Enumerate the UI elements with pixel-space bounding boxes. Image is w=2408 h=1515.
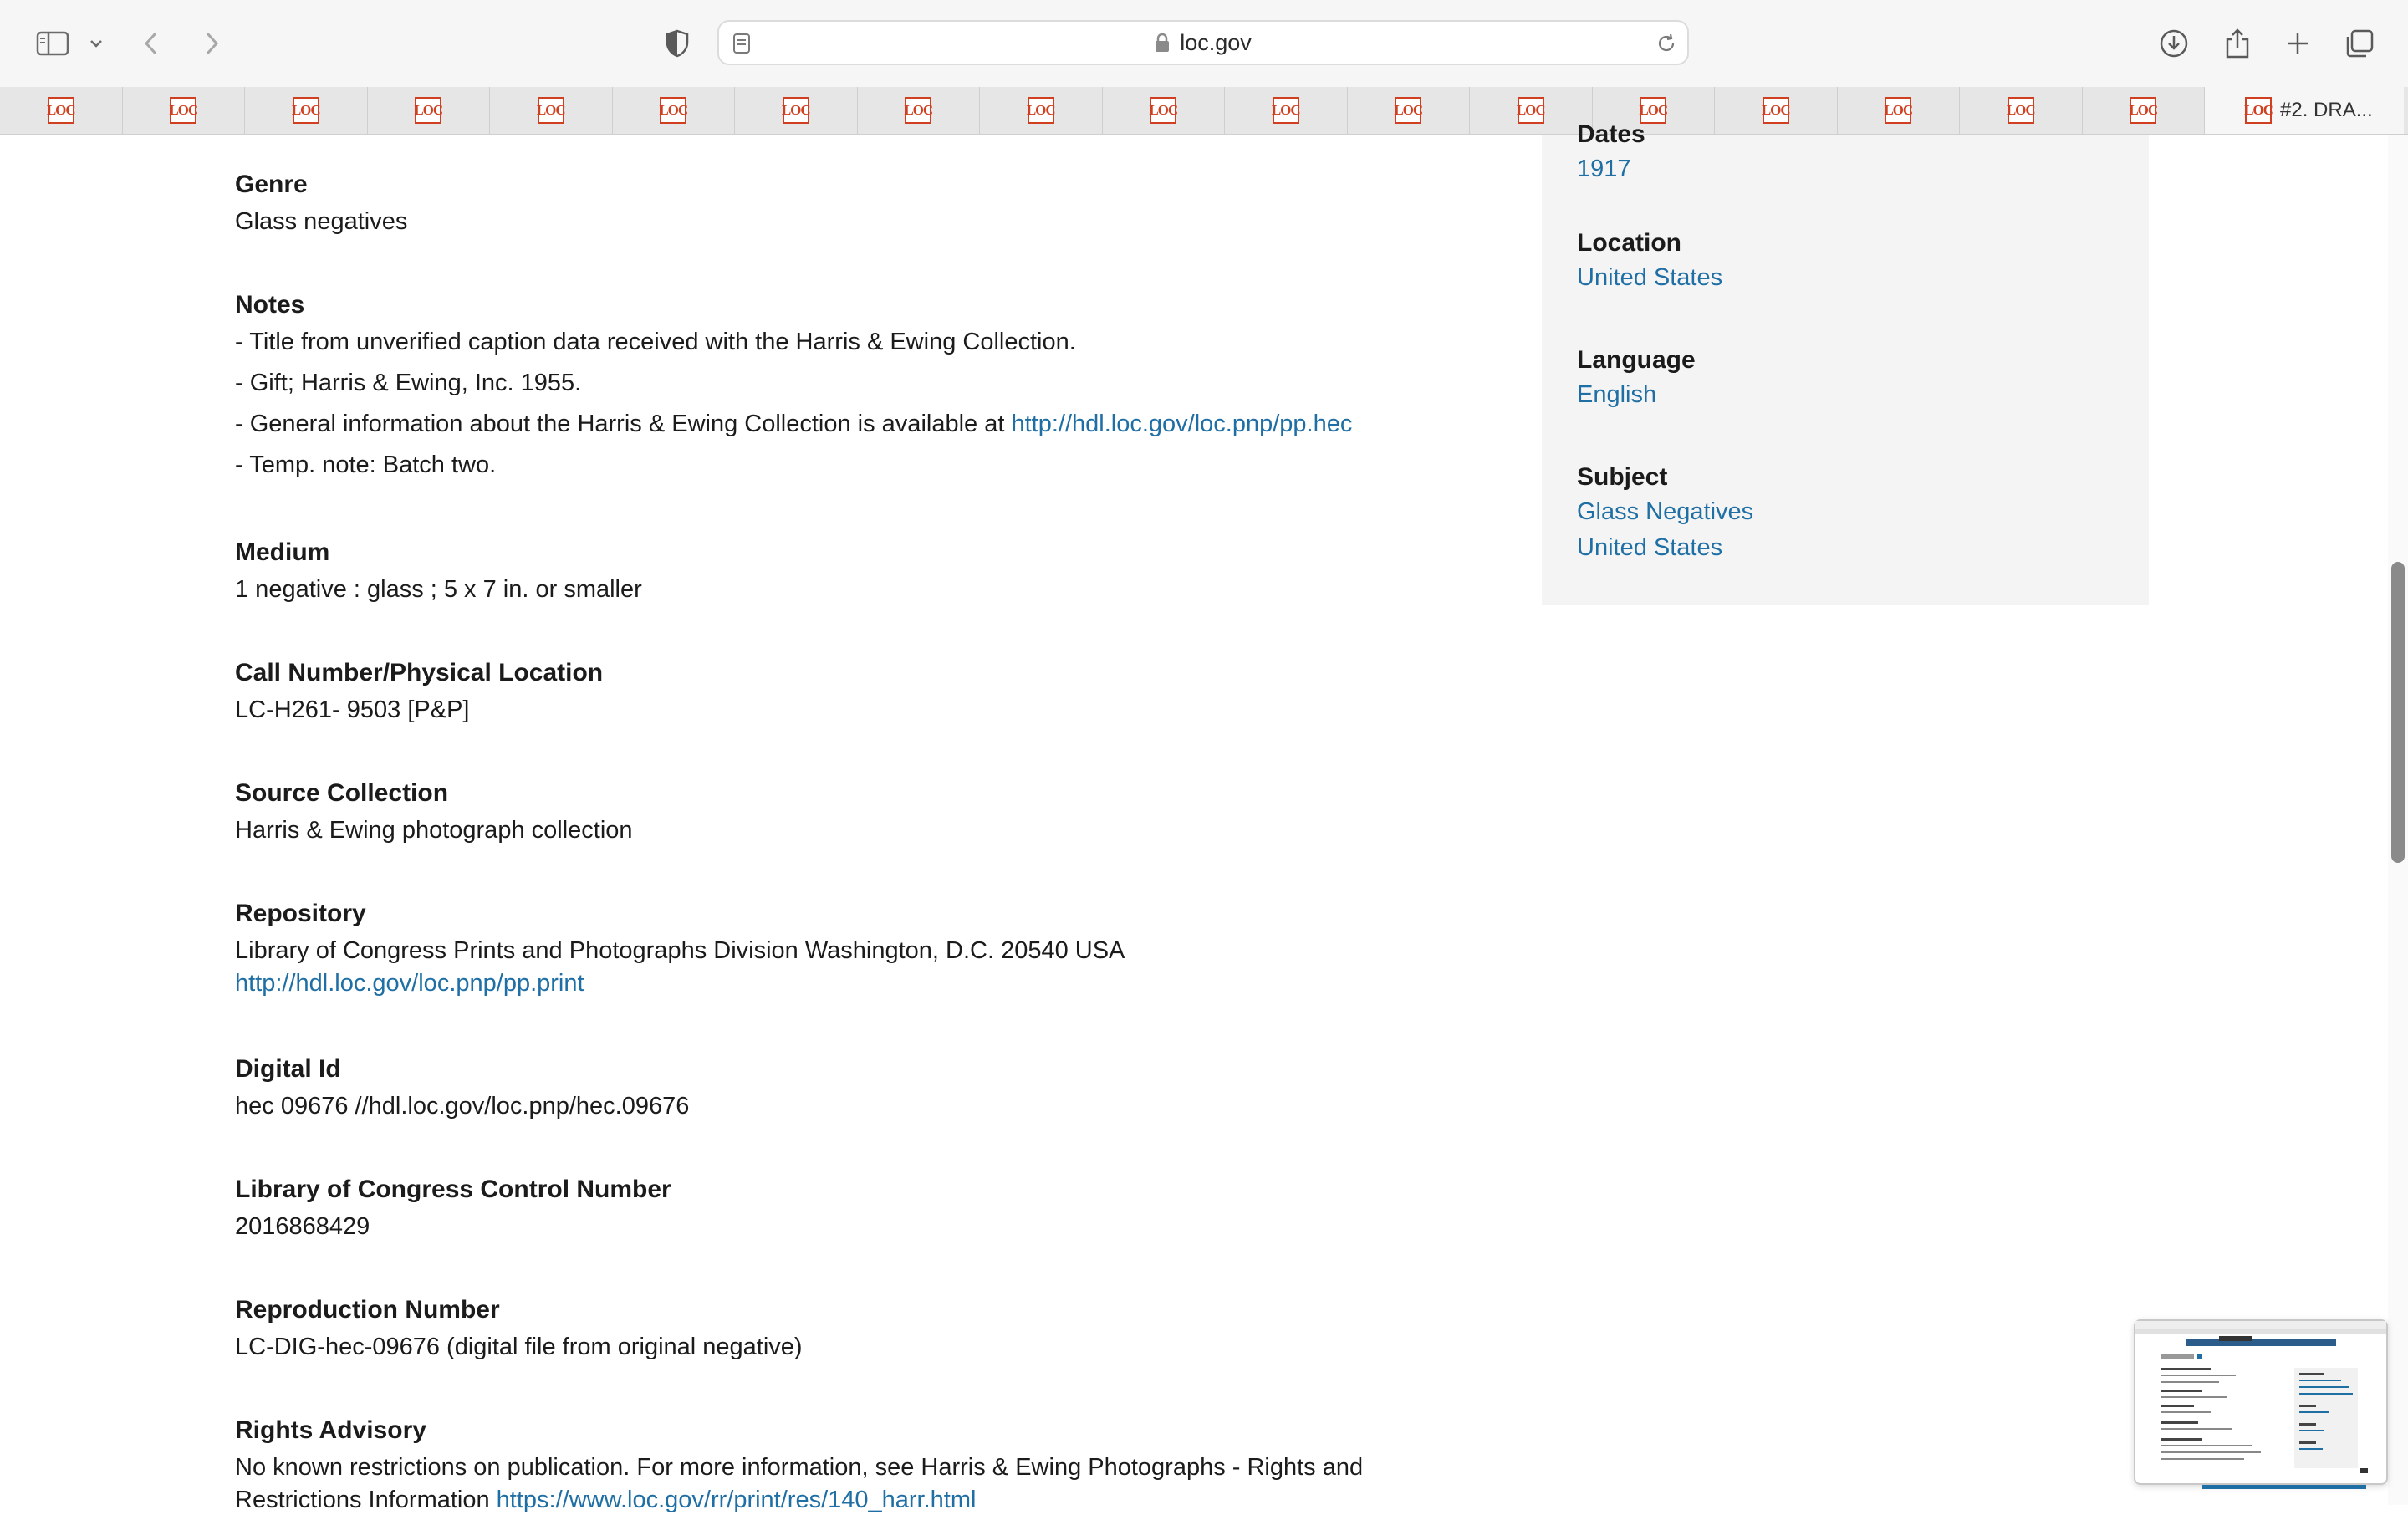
- field-value: [235, 968, 1125, 998]
- field-label: Reproduction Number: [235, 1296, 500, 1324]
- browser-tab[interactable]: [1715, 87, 1838, 134]
- privacy-shield-button[interactable]: [662, 18, 692, 69]
- tab-overview-icon: [2344, 28, 2375, 59]
- browser-tab[interactable]: [735, 87, 858, 134]
- browser-tab[interactable]: [0, 87, 123, 134]
- shield-icon: [665, 29, 690, 58]
- back-button[interactable]: [139, 18, 164, 69]
- browser-tab[interactable]: [613, 87, 736, 134]
- field-value: [1577, 494, 1753, 530]
- note-item: [235, 404, 1352, 445]
- loc-favicon-icon: LOC: [1273, 97, 1299, 124]
- browser-tab[interactable]: [1960, 87, 2083, 134]
- date-link[interactable]: 1917: [1577, 156, 1631, 182]
- language-link[interactable]: English: [1577, 381, 1657, 408]
- browser-tab-active[interactable]: [2205, 87, 2404, 134]
- loc-favicon-icon: LOC: [2245, 97, 2272, 124]
- loc-favicon-icon: LOC: [415, 97, 441, 124]
- loc-favicon-icon: LOC: [48, 97, 74, 124]
- location-link[interactable]: United States: [1577, 264, 1723, 291]
- tab-title: #2. DRA...: [2280, 99, 2373, 121]
- page-thumbnail-image: [2135, 1321, 2386, 1483]
- loc-favicon-icon: LOC: [1150, 97, 1176, 124]
- loc-favicon-icon: LOC: [2130, 97, 2156, 124]
- field-label: Repository: [235, 900, 366, 927]
- browser-tab[interactable]: [858, 87, 981, 134]
- subject-link[interactable]: United States: [1577, 534, 1723, 561]
- forward-button[interactable]: [199, 18, 224, 69]
- rights-advisory-field: [235, 1414, 1363, 1515]
- download-icon: [2159, 28, 2189, 59]
- field-label: Notes: [235, 291, 305, 319]
- browser-tab[interactable]: [1470, 87, 1593, 134]
- browser-toolbar: [0, 0, 2408, 88]
- subject-link[interactable]: Glass Negatives: [1577, 498, 1754, 525]
- field-value: 2016868429: [235, 1213, 370, 1240]
- tab-group-menu-button[interactable]: [84, 18, 109, 69]
- lock-icon: [1155, 33, 1170, 53]
- loc-favicon-icon: LOC: [2008, 97, 2034, 124]
- reload-icon[interactable]: [1656, 32, 1677, 55]
- language-field: [1577, 344, 1696, 413]
- note-item: - Gift; Harris & Ewing, Inc. 1955.: [235, 370, 582, 396]
- browser-tab[interactable]: [368, 87, 491, 134]
- field-value: Library of Congress Prints and Photographs Division Washington, D.C. 20540 USA: [235, 937, 1125, 964]
- chevron-right-icon: [204, 31, 219, 56]
- loc-favicon-icon: LOC: [1395, 97, 1421, 124]
- sidebar-icon: [36, 31, 69, 56]
- rights-text: Restrictions Information: [235, 1487, 497, 1513]
- share-icon: [2224, 28, 2251, 59]
- control-number-field: [235, 1173, 671, 1247]
- source-collection-field: [235, 777, 633, 851]
- field-label: Location: [1577, 229, 1681, 257]
- field-label: Rights Advisory: [235, 1416, 426, 1444]
- share-button[interactable]: [2221, 18, 2254, 69]
- address-bar[interactable]: [717, 20, 1689, 65]
- browser-tab[interactable]: [1838, 87, 1961, 134]
- tab-strip: [0, 87, 2408, 135]
- tab-overview-button[interactable]: [2343, 18, 2376, 69]
- medium-field: [235, 536, 642, 610]
- sidebar-toggle-button[interactable]: [32, 18, 74, 69]
- loc-favicon-icon: LOC: [538, 97, 564, 124]
- browser-tab[interactable]: [490, 87, 613, 134]
- new-tab-button[interactable]: [2281, 18, 2314, 69]
- loc-favicon-icon: LOC: [1885, 97, 1911, 124]
- field-value: 1 negative : glass ; 5 x 7 in. or smaller: [235, 576, 642, 603]
- reproduction-number-field: [235, 1293, 803, 1368]
- loc-favicon-icon: LOC: [660, 97, 686, 124]
- note-item: - Title from unverified caption data received with the Harris & Ewing Collection.: [235, 329, 1076, 355]
- field-value: hec 09676 //hdl.loc.gov/loc.pnp/hec.09676: [235, 1093, 690, 1120]
- browser-tab[interactable]: [123, 87, 246, 134]
- page-preview-thumbnail[interactable]: [2134, 1319, 2388, 1485]
- notes-field: [235, 288, 1352, 486]
- browser-tab[interactable]: [1103, 87, 1226, 134]
- field-value: No known restrictions on publication. For more information, see Harris & Ewing Photographs - Rights and: [235, 1454, 1364, 1481]
- loc-favicon-icon: LOC: [1763, 97, 1789, 124]
- field-value: [1577, 260, 1722, 296]
- rights-link[interactable]: https://www.loc.gov/rr/print/res/140_harr.html: [496, 1487, 977, 1513]
- page-content: [0, 120, 2408, 1513]
- note-item: - Temp. note: Batch two.: [235, 451, 497, 478]
- page-footer-edge: [2202, 1485, 2366, 1489]
- repository-field: [235, 897, 1125, 998]
- metadata-sidebar: [1542, 120, 2149, 605]
- field-label: Dates: [1577, 120, 1645, 148]
- browser-tab[interactable]: [1348, 87, 1471, 134]
- chevron-down-icon: [89, 39, 103, 48]
- field-label: Medium: [235, 538, 330, 566]
- downloads-button[interactable]: [2157, 18, 2191, 69]
- browser-tab[interactable]: [2083, 87, 2206, 134]
- loc-favicon-icon: LOC: [170, 97, 196, 124]
- loc-favicon-icon: LOC: [1028, 97, 1054, 124]
- field-label: Language: [1577, 346, 1696, 374]
- field-label: Library of Congress Control Number: [235, 1176, 671, 1203]
- loc-favicon-icon: LOC: [905, 97, 931, 124]
- field-value: [1577, 530, 1753, 566]
- browser-tab[interactable]: [245, 87, 368, 134]
- genre-field: [235, 168, 407, 242]
- field-value: [1577, 377, 1696, 413]
- dates-field: [1577, 118, 1645, 187]
- field-value: Harris & Ewing photograph collection: [235, 817, 633, 844]
- note-text: - General information about the Harris & Ewing Collection is available at: [235, 411, 1012, 437]
- field-value: [235, 1485, 1363, 1515]
- chevron-left-icon: [144, 31, 159, 56]
- field-label: Source Collection: [235, 779, 449, 807]
- field-label: Subject: [1577, 463, 1668, 491]
- field-value: [1577, 151, 1645, 187]
- loc-favicon-icon: LOC: [1518, 97, 1544, 124]
- url-text: loc.gov: [1180, 29, 1252, 55]
- field-label: Call Number/Physical Location: [235, 659, 604, 686]
- digital-id-field: [235, 1053, 689, 1127]
- subject-field: [1577, 461, 1753, 566]
- field-value: Glass negatives: [235, 208, 408, 235]
- loc-favicon-icon: LOC: [783, 97, 809, 124]
- field-value: LC-H261- 9503 [P&P]: [235, 696, 470, 723]
- plus-icon: [2285, 31, 2310, 56]
- call-number-field: [235, 656, 603, 731]
- hec-collection-link[interactable]: http://hdl.loc.gov/loc.pnp/pp.hec: [1011, 411, 1353, 437]
- field-label: Digital Id: [235, 1055, 341, 1083]
- scrollbar-thumb[interactable]: [2391, 562, 2405, 863]
- url-display: [719, 22, 1687, 64]
- browser-tab[interactable]: [1225, 87, 1348, 134]
- field-label: Genre: [235, 171, 308, 198]
- location-field: [1577, 227, 1722, 296]
- loc-favicon-icon: LOC: [293, 97, 319, 124]
- loc-favicon-icon: LOC: [1640, 97, 1666, 124]
- field-value: LC-DIG-hec-09676 (digital file from original negative): [235, 1334, 803, 1360]
- pp-print-link[interactable]: http://hdl.loc.gov/loc.pnp/pp.print: [235, 970, 584, 997]
- browser-tab[interactable]: [980, 87, 1103, 134]
